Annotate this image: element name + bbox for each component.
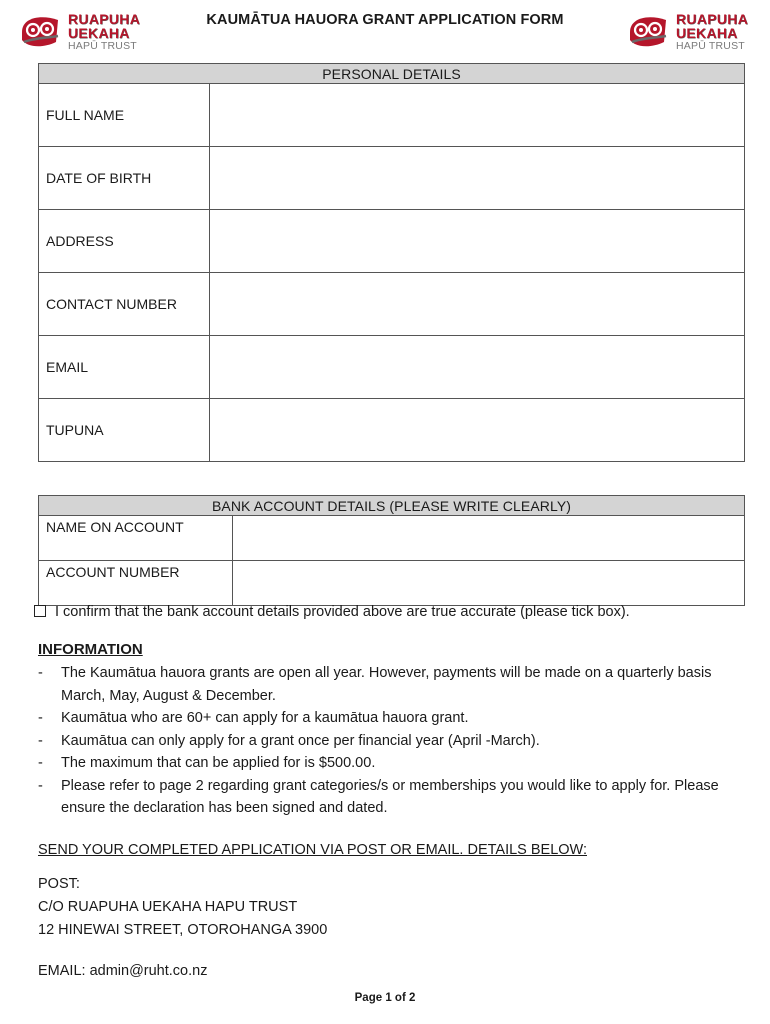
information-item-text: Kaumātua who are 60+ can apply for a kaumātua hauora grant. (61, 710, 469, 726)
email-label: EMAIL (39, 336, 210, 399)
list-item: - The maximum that can be applied for is $500.00. (38, 755, 376, 771)
email-field[interactable] (210, 336, 745, 399)
information-item-text: Kaumātua can only apply for a grant once per financial year (April -March). (61, 732, 540, 749)
table-row (39, 336, 745, 399)
post-line2: 12 HINEWAI STREET, OTOROHANGA 3900 (38, 922, 328, 938)
logo-name-line3: HAPŪ TRUST (68, 40, 137, 52)
post-label: POST: (38, 876, 80, 892)
information-list (38, 662, 738, 820)
name-on-account-label: NAME ON ACCOUNT (39, 516, 233, 561)
table-row (39, 147, 745, 210)
information-item-text: The Kaumātua hauora grants are open all year. However, payments will be made on a quarterly basis March, May, August & December. (61, 665, 712, 704)
address-label: ADDRESS (39, 210, 210, 273)
information-heading: INFORMATION (38, 641, 143, 658)
list-item: - Kaumātua can only apply for a grant once per financial year (April -March). (38, 732, 540, 749)
personal-details-heading: PERSONAL DETAILS (39, 64, 745, 84)
date-of-birth-field[interactable] (210, 147, 745, 210)
bank-details-table (38, 495, 745, 606)
tupuna-field[interactable] (210, 399, 745, 462)
confirm-checkbox[interactable] (34, 605, 46, 617)
bank-details-heading: BANK ACCOUNT DETAILS (PLEASE WRITE CLEARLY) (39, 496, 745, 516)
logo-name-line3: HAPŪ TRUST (676, 40, 745, 52)
logo-name-line2: UEKAHA (676, 25, 738, 41)
tupuna-label: TUPUNA (39, 399, 210, 462)
full-name-label: FULL NAME (39, 84, 210, 147)
logo-name-line1: RUAPUHA (68, 11, 141, 27)
table-row (39, 399, 745, 462)
logo-right (626, 10, 751, 54)
send-heading: SEND YOUR COMPLETED APPLICATION VIA POST OR EMAIL. DETAILS BELOW: (38, 842, 587, 858)
information-item-text: The maximum that can be applied for is $500.00. (61, 755, 376, 771)
name-on-account-field[interactable] (233, 516, 745, 561)
table-row (39, 210, 745, 273)
confirm-label: I confirm that the bank account details provided above are true accurate (please tick box). (55, 604, 630, 620)
contact-number-field[interactable] (210, 273, 745, 336)
page-title: KAUMĀTUA HAUORA GRANT APPLICATION FORM (206, 12, 564, 28)
personal-details-table (38, 63, 745, 462)
account-number-label: ACCOUNT NUMBER (39, 561, 233, 606)
full-name-field[interactable] (210, 84, 745, 147)
contact-email: EMAIL: admin@ruht.co.nz (38, 963, 208, 979)
list-item: - Please refer to page 2 regarding grant categories/s or memberships you would like to apply for. Please ensure the declaration has been signed and dated. (38, 777, 719, 816)
post-line1: C/O RUAPUHA UEKAHA HAPU TRUST (38, 899, 298, 915)
koru-emblem-icon (626, 12, 670, 50)
confirm-row (34, 604, 630, 620)
contact-number-label: CONTACT NUMBER (39, 273, 210, 336)
list-item: - The Kaumātua hauora grants are open all year. However, payments will be made on a quarterly basis March, May, August & December. (38, 665, 712, 704)
list-item: - Kaumātua who are 60+ can apply for a kaumātua hauora grant. (38, 710, 469, 726)
date-of-birth-label: DATE OF BIRTH (39, 147, 210, 210)
table-row (39, 84, 745, 147)
post-address (38, 873, 327, 942)
page-number: Page 1 of 2 (354, 992, 416, 1004)
logo-name-line2: UEKAHA (68, 25, 130, 41)
account-number-field[interactable] (233, 561, 745, 606)
logo-name-line1: RUAPUHA (676, 11, 749, 27)
address-field[interactable] (210, 210, 745, 273)
table-row (39, 273, 745, 336)
information-item-text: Please refer to page 2 regarding grant categories/s or memberships you would like to apply for. Please ensure the declaration has been signed and dated. (61, 777, 719, 816)
table-row (39, 561, 745, 606)
table-row (39, 516, 745, 561)
